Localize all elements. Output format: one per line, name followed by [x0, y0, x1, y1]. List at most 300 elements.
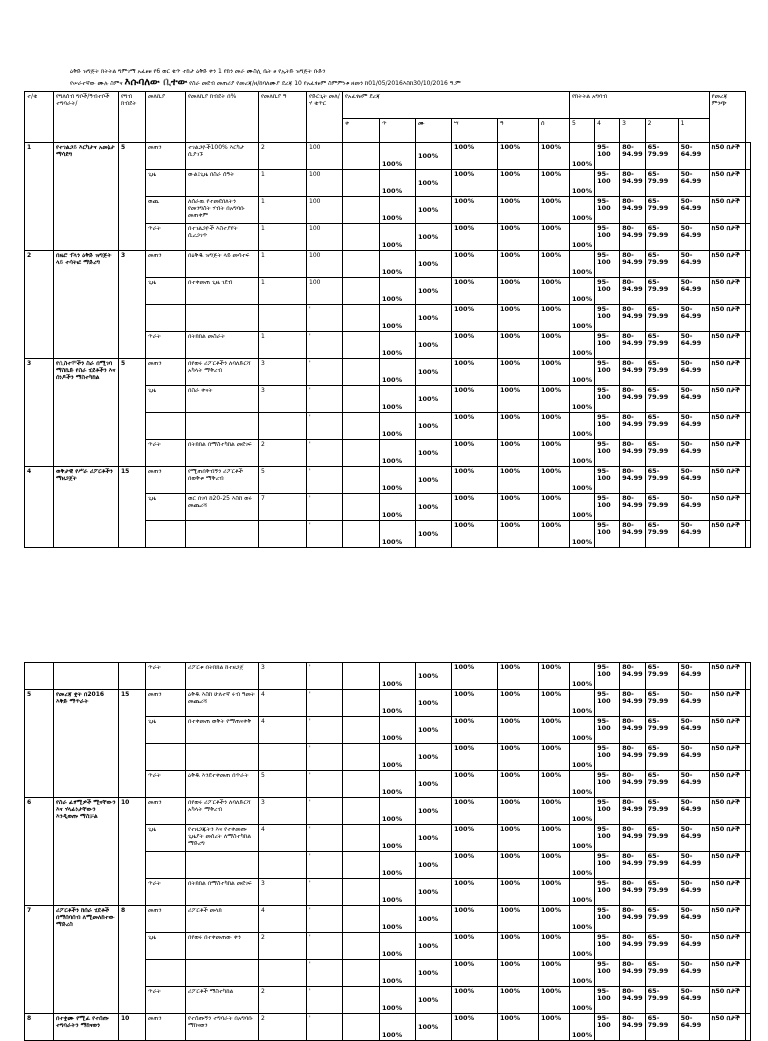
monitor-cell-m3: 65-79.99: [645, 305, 678, 332]
perf-cell-c4: 100%: [498, 521, 539, 548]
perf-cell-c2: 100%: [416, 413, 452, 440]
perf-cell-c6: 100%: [570, 440, 595, 467]
target-cell: [343, 744, 380, 771]
monitor-cell-m3: 65-79.99: [645, 1014, 678, 1041]
perf-cell-c2: 100%: [416, 305, 452, 332]
measure-weight: 1: [259, 224, 307, 251]
monitor-cell-m3: 65-79.99: [645, 197, 678, 224]
perf-cell-c4: 100%: [498, 987, 539, 1014]
perf-cell-c6: 100%: [570, 224, 595, 251]
objective-number: 7: [25, 906, 54, 1014]
perf-cell-c4: 100%: [498, 467, 539, 494]
perf-cell-c3: 100%: [452, 224, 498, 251]
measure-type: ጥራት: [146, 440, 186, 467]
monitor-cell-m2: 50-64.99: [678, 359, 709, 386]
monitor-cell-m2: 50-64.99: [678, 332, 709, 359]
employee-label: የሠራተኛው ሙሉ ስምና: [70, 80, 123, 87]
perf-cell-c2: 100%: [416, 521, 452, 548]
perf-cell-c3: 100%: [452, 197, 498, 224]
target-cell: [343, 278, 380, 305]
target-cell: [343, 197, 380, 224]
objective-number: 5: [25, 690, 54, 798]
measure-weight: [259, 521, 307, 548]
target-cell: [343, 933, 380, 960]
perf-cell-c1: 100%: [380, 717, 416, 744]
evidence-cell: [745, 987, 750, 1014]
evidence-cell: [745, 717, 750, 744]
target-cell: [343, 663, 380, 690]
subheader-cell: 2: [645, 119, 678, 143]
measure-type: [146, 852, 186, 879]
measure-unit: ': [307, 494, 343, 521]
monitor-cell-m5: 95-100: [595, 960, 620, 987]
measure-description: በስራ ቀናት: [186, 386, 259, 413]
monitor-cell-m2: 50-64.99: [678, 771, 709, 798]
perf-cell-c5: 100%: [539, 440, 570, 467]
measure-weight: 1: [259, 278, 307, 305]
perf-cell-c5: 100%: [539, 143, 570, 170]
target-cell: [343, 386, 380, 413]
perf-cell-c5: 100%: [539, 251, 570, 278]
perf-cell-c1: 100%: [380, 933, 416, 960]
employee-name: እሱባለው ቢተው: [124, 77, 188, 88]
perf-cell-c4: 100%: [498, 906, 539, 933]
monitor-cell-m1: ከ50 በታች: [709, 494, 745, 521]
monitor-cell-m1: ከ50 በታች: [709, 852, 745, 879]
measure-type: ጥራት: [146, 224, 186, 251]
perf-cell-c1: 100%: [380, 690, 416, 717]
monitor-cell-m5: 95-100: [595, 278, 620, 305]
perf-cell-c6: 100%: [570, 663, 595, 690]
monitor-cell-m3: 65-79.99: [645, 413, 678, 440]
perf-cell-c6: 100%: [570, 798, 595, 825]
monitor-cell-m3: 65-79.99: [645, 143, 678, 170]
measure-description: ዕቅዱ እስከ ሁለተኛ ሩብ ዓመት መጨረሻ: [186, 690, 259, 717]
perf-cell-c5: 100%: [539, 690, 570, 717]
monitor-cell-m3: 65-79.99: [645, 224, 678, 251]
monitor-cell-m4: 80-94.99: [620, 170, 646, 197]
perf-cell-c3: 100%: [452, 521, 498, 548]
measure-unit: ': [307, 467, 343, 494]
evidence-cell: [745, 960, 750, 987]
target-cell: [343, 825, 380, 852]
perf-cell-c4: 100%: [498, 825, 539, 852]
perf-cell-c5: 100%: [539, 332, 570, 359]
monitor-cell-m1: ከ50 በታች: [709, 771, 745, 798]
perf-cell-c1: 100%: [380, 467, 416, 494]
subheader-cell: ቀ: [343, 119, 380, 143]
target-cell: [343, 1014, 380, 1041]
monitor-cell-m5: 95-100: [595, 987, 620, 1014]
header-unit: የመለኪያ ዓ: [259, 92, 307, 143]
monitor-cell-m4: 80-94.99: [620, 494, 646, 521]
measure-unit: ': [307, 305, 343, 332]
perf-cell-c6: 100%: [570, 906, 595, 933]
measure-weight: [259, 960, 307, 987]
target-cell: [343, 143, 380, 170]
objective-weight: 15: [119, 467, 146, 548]
objective-text: ወቅታዊ የሥራ ሪፖርቶችን ማዘጋጀት: [54, 467, 119, 548]
header-performance-level: የአፈፃፀም ደረጃ: [343, 92, 570, 119]
subheader-cell: 3: [620, 119, 646, 143]
monitor-cell-m1: ከ50 በታች: [709, 251, 745, 278]
evidence-cell: [745, 906, 750, 933]
monitor-cell-m2: 50-64.99: [678, 690, 709, 717]
monitor-cell-m2: 50-64.99: [678, 744, 709, 771]
monitor-cell-m4: 80-94.99: [620, 521, 646, 548]
measure-unit: ': [307, 359, 343, 386]
monitor-cell-m4: 80-94.99: [620, 906, 646, 933]
objective-number: 6: [25, 798, 54, 906]
perf-cell-c3: 100%: [452, 960, 498, 987]
perf-cell-c5: 100%: [539, 960, 570, 987]
perf-cell-c5: 100%: [539, 825, 570, 852]
perf-cell-c5: 100%: [539, 933, 570, 960]
monitor-cell-m3: 65-79.99: [645, 771, 678, 798]
monitor-cell-m4: 80-94.99: [620, 690, 646, 717]
perf-cell-c4: 100%: [498, 170, 539, 197]
table-row: [25, 1014, 751, 1041]
perf-cell-c2: 100%: [416, 467, 452, 494]
perf-cell-c1: 100%: [380, 825, 416, 852]
monitor-cell-m2: 50-64.99: [678, 825, 709, 852]
measure-unit: ': [307, 852, 343, 879]
monitor-cell-m2: 50-64.99: [678, 521, 709, 548]
objective-weight: [119, 663, 146, 690]
measure-unit: ': [307, 744, 343, 771]
measure-type: ጥራት: [146, 332, 186, 359]
measure-unit: ': [307, 521, 343, 548]
measure-type: ጥራት: [146, 987, 186, 1014]
evidence-cell: [745, 690, 750, 717]
monitor-cell-m4: 80-94.99: [620, 825, 646, 852]
measure-unit: 100: [307, 278, 343, 305]
position-info: የስራ መደብ መጠሪያ የመረጃ/ዘ/ከባለሙያ ደረጃ 10 የአፈፃፀም ስምምነቱ ዘመን ከ01/05/2016እስከ30/10/2016 ዓ.ም: [189, 80, 461, 87]
target-cell: [343, 224, 380, 251]
measure-description: በትክክል በማስተካከል መደገፍ: [186, 440, 259, 467]
monitor-cell-m5: 95-100: [595, 359, 620, 386]
measure-type: መጠን: [146, 359, 186, 386]
evidence-cell: [745, 359, 750, 386]
perf-cell-c3: 100%: [452, 717, 498, 744]
measure-weight: [259, 852, 307, 879]
perf-cell-c6: 100%: [570, 170, 595, 197]
monitor-cell-m2: 50-64.99: [678, 1014, 709, 1041]
perf-cell-c2: 100%: [416, 879, 452, 906]
perf-cell-c1: 100%: [380, 440, 416, 467]
perf-cell-c5: 100%: [539, 467, 570, 494]
measure-description: [186, 852, 259, 879]
measure-unit: 100: [307, 197, 343, 224]
target-cell: [343, 413, 380, 440]
monitor-cell-m3: 65-79.99: [645, 933, 678, 960]
measure-type: ጊዜ: [146, 494, 186, 521]
monitor-cell-m2: 50-64.99: [678, 278, 709, 305]
perf-cell-c2: 100%: [416, 197, 452, 224]
monitor-cell-m5: 95-100: [595, 440, 620, 467]
objective-number: [25, 663, 54, 690]
target-cell: [343, 170, 380, 197]
objective-weight: 5: [119, 359, 146, 467]
measure-type: ጥራት: [146, 771, 186, 798]
subheader-cell: ሣ: [452, 119, 498, 143]
perf-cell-c1: 100%: [380, 170, 416, 197]
perf-cell-c6: 100%: [570, 467, 595, 494]
objective-text: የስራ ፈፃሚዎች ሚናቸውን እና ሃላፊነታቸውን እንዲወጡ ማስቻል: [54, 798, 119, 906]
monitor-cell-m3: 65-79.99: [645, 332, 678, 359]
perf-cell-c2: 100%: [416, 771, 452, 798]
monitor-cell-m2: 50-64.99: [678, 251, 709, 278]
measure-weight: 1: [259, 197, 307, 224]
measure-type: ወጪ: [146, 197, 186, 224]
perf-cell-c4: 100%: [498, 744, 539, 771]
measure-weight: 2: [259, 1014, 307, 1041]
table-row: [25, 690, 751, 717]
perf-cell-c6: 100%: [570, 825, 595, 852]
evidence-cell: [745, 494, 750, 521]
monitor-cell-m1: ከ50 በታች: [709, 879, 745, 906]
measure-description: ውል፤ጊዜ በስራ ሰዓት: [186, 170, 259, 197]
measure-unit: ': [307, 717, 343, 744]
measure-unit: ': [307, 771, 343, 798]
measure-weight: 4: [259, 825, 307, 852]
perf-cell-c2: 100%: [416, 143, 452, 170]
evidence-cell: [745, 332, 750, 359]
evidence-cell: [745, 825, 750, 852]
perf-cell-c3: 100%: [452, 771, 498, 798]
perf-cell-c5: 100%: [539, 170, 570, 197]
table-row: [25, 663, 751, 690]
measure-unit: ': [307, 663, 343, 690]
monitor-cell-m3: 65-79.99: [645, 879, 678, 906]
perf-cell-c4: 100%: [498, 359, 539, 386]
measure-type: መጠን: [146, 798, 186, 825]
measure-description: [186, 305, 259, 332]
header-objective: የግለሰብ ግቦች/ዓብተቦች ተግባራት/: [54, 92, 119, 143]
perf-cell-c4: 100%: [498, 852, 539, 879]
monitor-cell-m4: 80-94.99: [620, 798, 646, 825]
measure-description: በየወሩ ሪፖርቶችን ለባለድርሻ አካላት ማቅረብ: [186, 798, 259, 825]
measure-unit: ': [307, 386, 343, 413]
monitor-cell-m3: 65-79.99: [645, 386, 678, 413]
subheader-cell: 1: [678, 119, 709, 143]
target-cell: [343, 987, 380, 1014]
monitor-cell-m5: 95-100: [595, 690, 620, 717]
perf-cell-c3: 100%: [452, 987, 498, 1014]
monitor-cell-m4: 80-94.99: [620, 467, 646, 494]
evidence-cell: [745, 440, 750, 467]
perf-cell-c1: 100%: [380, 771, 416, 798]
measure-description: ለሰራዉ የተመደበለትን የመንግስት ሃብት በአግባቡ መጠቀም: [186, 197, 259, 224]
measure-description: በየወሩ ሪፖርቶችን ለባለድርሻ አካላት ማቅረብ: [186, 359, 259, 386]
measure-unit: ': [307, 987, 343, 1014]
perf-cell-c6: 100%: [570, 744, 595, 771]
monitor-cell-m5: 95-100: [595, 305, 620, 332]
measure-weight: 3: [259, 359, 307, 386]
performance-table-page-1: [24, 91, 751, 548]
perf-cell-c4: 100%: [498, 305, 539, 332]
perf-cell-c2: 100%: [416, 278, 452, 305]
perf-cell-c6: 100%: [570, 933, 595, 960]
perf-cell-c6: 100%: [570, 771, 595, 798]
monitor-cell-m4: 80-94.99: [620, 305, 646, 332]
perf-cell-c1: 100%: [380, 494, 416, 521]
objective-text: የተገልጋይ እርካታና አመኔታ ማሳደግ: [54, 143, 119, 251]
measure-weight: 3: [259, 879, 307, 906]
monitor-cell-m3: 65-79.99: [645, 906, 678, 933]
monitor-cell-m3: 65-79.99: [645, 467, 678, 494]
subheader-cell: ዓ: [498, 119, 539, 143]
target-cell: [343, 494, 380, 521]
measure-weight: 7: [259, 494, 307, 521]
monitor-cell-m2: 50-64.99: [678, 305, 709, 332]
evidence-cell: [745, 771, 750, 798]
measure-type: መጠን: [146, 467, 186, 494]
table-row: [25, 467, 751, 494]
monitor-cell-m2: 50-64.99: [678, 663, 709, 690]
perf-cell-c2: 100%: [416, 386, 452, 413]
perf-cell-c4: 100%: [498, 960, 539, 987]
monitor-cell-m5: 95-100: [595, 771, 620, 798]
perf-cell-c6: 100%: [570, 278, 595, 305]
measure-weight: 3: [259, 798, 307, 825]
monitor-cell-m4: 80-94.99: [620, 332, 646, 359]
monitor-cell-m1: ከ50 በታች: [709, 467, 745, 494]
perf-cell-c1: 100%: [380, 197, 416, 224]
measure-type: [146, 960, 186, 987]
monitor-cell-m5: 95-100: [595, 717, 620, 744]
objective-weight: 15: [119, 690, 146, 798]
perf-cell-c3: 100%: [452, 852, 498, 879]
target-cell: [343, 251, 380, 278]
table-row: [25, 251, 751, 278]
perf-cell-c6: 100%: [570, 413, 595, 440]
perf-cell-c6: 100%: [570, 251, 595, 278]
measure-type: መጠን: [146, 251, 186, 278]
table-row: [25, 906, 751, 933]
perf-cell-c4: 100%: [498, 798, 539, 825]
measure-type: መጠን: [146, 1014, 186, 1041]
monitor-cell-m4: 80-94.99: [620, 852, 646, 879]
perf-cell-c3: 100%: [452, 170, 498, 197]
monitor-cell-m2: 50-64.99: [678, 467, 709, 494]
monitor-cell-m2: 50-64.99: [678, 494, 709, 521]
monitor-cell-m1: ከ50 በታች: [709, 521, 745, 548]
monitor-cell-m1: ከ50 በታች: [709, 906, 745, 933]
subheader-cell: ሰ: [539, 119, 570, 143]
monitor-cell-m3: 65-79.99: [645, 717, 678, 744]
target-cell: [343, 440, 380, 467]
monitor-cell-m3: 65-79.99: [645, 960, 678, 987]
monitor-cell-m4: 80-94.99: [620, 197, 646, 224]
perf-cell-c2: 100%: [416, 906, 452, 933]
monitor-cell-m5: 95-100: [595, 143, 620, 170]
perf-cell-c5: 100%: [539, 1014, 570, 1041]
monitor-cell-m1: ከ50 በታች: [709, 224, 745, 251]
monitor-cell-m4: 80-94.99: [620, 413, 646, 440]
measure-type: ጊዜ: [146, 386, 186, 413]
objective-text: በተቋሙ የሚፈ የተሰጡ ተግባራትን ማከናወን: [54, 1014, 119, 1041]
monitor-cell-m4: 80-94.99: [620, 143, 646, 170]
evidence-cell: [745, 224, 750, 251]
measure-weight: 1: [259, 251, 307, 278]
perf-cell-c4: 100%: [498, 143, 539, 170]
measure-weight: [259, 413, 307, 440]
perf-cell-c5: 100%: [539, 798, 570, 825]
monitor-cell-m2: 50-64.99: [678, 933, 709, 960]
monitor-cell-m3: 65-79.99: [645, 359, 678, 386]
measure-weight: 2: [259, 933, 307, 960]
measure-weight: 4: [259, 906, 307, 933]
perf-cell-c3: 100%: [452, 879, 498, 906]
monitor-cell-m4: 80-94.99: [620, 879, 646, 906]
measure-unit: 100: [307, 224, 343, 251]
monitor-cell-m4: 80-94.99: [620, 386, 646, 413]
monitor-cell-m1: ከ50 በታች: [709, 825, 745, 852]
evidence-cell: [745, 278, 750, 305]
measure-weight: 5: [259, 467, 307, 494]
perf-cell-c1: 100%: [380, 987, 416, 1014]
monitor-cell-m3: 65-79.99: [645, 494, 678, 521]
objective-weight: 5: [119, 143, 146, 251]
monitor-cell-m2: 50-64.99: [678, 906, 709, 933]
measure-description: በየወሩ በተቀመጠው ቀን: [186, 933, 259, 960]
perf-cell-c5: 100%: [539, 278, 570, 305]
perf-cell-c3: 100%: [452, 332, 498, 359]
monitor-cell-m1: ከ50 በታች: [709, 798, 745, 825]
monitor-cell-m2: 50-64.99: [678, 197, 709, 224]
perf-cell-c4: 100%: [498, 386, 539, 413]
monitor-cell-m2: 50-64.99: [678, 798, 709, 825]
monitor-cell-m2: 50-64.99: [678, 170, 709, 197]
monitor-cell-m5: 95-100: [595, 852, 620, 879]
perf-cell-c1: 100%: [380, 413, 416, 440]
monitor-cell-m4: 80-94.99: [620, 933, 646, 960]
measure-type: ጊዜ: [146, 825, 186, 852]
measure-unit: ': [307, 332, 343, 359]
perf-cell-c5: 100%: [539, 744, 570, 771]
perf-cell-c2: 100%: [416, 170, 452, 197]
measure-description: [186, 521, 259, 548]
measure-weight: 4: [259, 717, 307, 744]
measure-description: [186, 413, 259, 440]
monitor-cell-m1: ከ50 በታች: [709, 690, 745, 717]
measure-type: [146, 521, 186, 548]
perf-cell-c1: 100%: [380, 359, 416, 386]
monitor-cell-m3: 65-79.99: [645, 521, 678, 548]
table-row: [25, 359, 751, 386]
target-cell: [343, 359, 380, 386]
measure-description: በዕቅዱ ዝግጅት ላይ መሳተፍ: [186, 251, 259, 278]
objective-number: 4: [25, 467, 54, 548]
monitor-cell-m3: 65-79.99: [645, 440, 678, 467]
measure-weight: 2: [259, 440, 307, 467]
measure-type: ጥራት: [146, 879, 186, 906]
monitor-cell-m3: 65-79.99: [645, 170, 678, 197]
header-no: ተ/ቁ: [25, 92, 54, 143]
perf-cell-c2: 100%: [416, 332, 452, 359]
measure-weight: 4: [259, 690, 307, 717]
monitor-cell-m2: 50-64.99: [678, 386, 709, 413]
monitor-cell-m3: 65-79.99: [645, 825, 678, 852]
objective-weight: 10: [119, 798, 146, 906]
perf-cell-c6: 100%: [570, 717, 595, 744]
perf-cell-c1: 100%: [380, 224, 416, 251]
monitor-cell-m1: ከ50 በታች: [709, 386, 745, 413]
monitor-cell-m4: 80-94.99: [620, 987, 646, 1014]
monitor-cell-m2: 50-64.99: [678, 960, 709, 987]
target-cell: [343, 690, 380, 717]
